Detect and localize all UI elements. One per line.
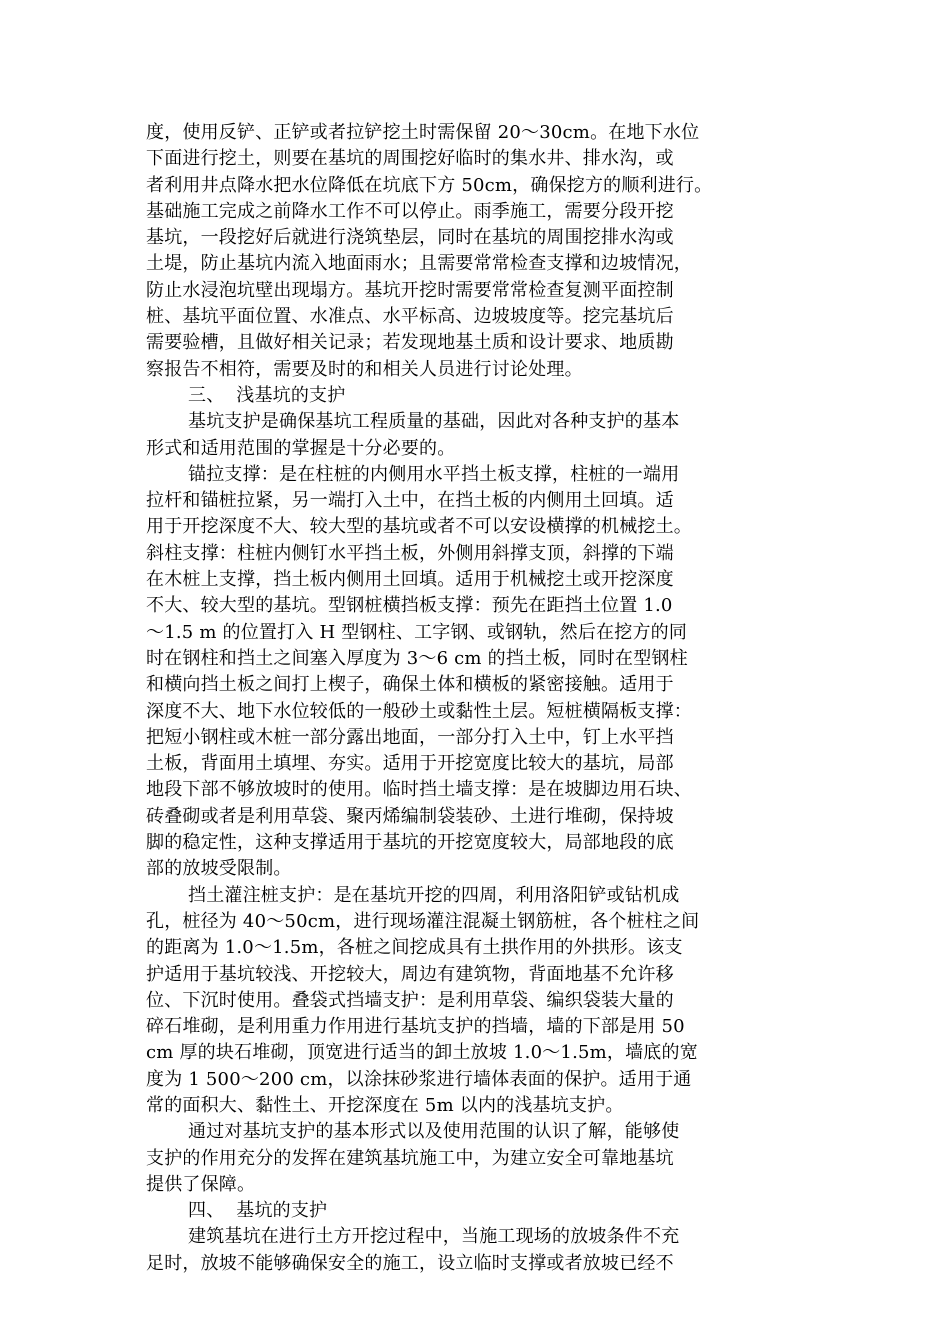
text-line: 时在钢柱和挡土之间塞入厚度为 3～6 cm 的挡土板，同时在型钢柱 bbox=[146, 647, 688, 669]
text-line: 用于开挖深度不大、较大型的基坑或者不可以安设横撑的机械挖土。 bbox=[146, 516, 692, 538]
text-line: 四、 基坑的支护 bbox=[188, 1200, 328, 1222]
text-line: 通过对基坑支护的基本形式以及使用范围的认识了解，能够使 bbox=[188, 1121, 680, 1143]
text-line: 基坑支护是确保基坑工程质量的基础，因此对各种支护的基本 bbox=[188, 411, 680, 433]
text-line: 把短小钢柱或木桩一部分露出地面，一部分打入土中，钉上水平挡 bbox=[146, 726, 674, 748]
text-line: 和横向挡土板之间打上楔子，确保土体和横板的紧密接触。适用于 bbox=[146, 674, 674, 696]
text-line: 基础施工完成之前降水工作不可以停止。雨季施工，需要分段开挖 bbox=[146, 200, 674, 222]
text-line: 建筑基坑在进行土方开挖过程中，当施工现场的放坡条件不充 bbox=[188, 1226, 680, 1248]
text-line: ～1.5 m 的位置打入 H 型钢柱、工字钢、或钢轨，然后在挖方的同 bbox=[146, 621, 688, 643]
text-line: 度，使用反铲、正铲或者拉铲挖土时需保留 20～30cm。在地下水位 bbox=[146, 122, 700, 143]
text-line: 孔，桩径为 40～50cm，进行现场灌注混凝土钢筋桩，各个桩柱之间 bbox=[146, 910, 700, 932]
text-line: 土堤，防止基坑内流入地面雨水；且需要常常检查支撑和边坡情况， bbox=[146, 253, 692, 275]
text-line: 提供了保障。 bbox=[146, 1173, 256, 1195]
text-line: 常的面积大、黏性土、开挖深度在 5m 以内的浅基坑支护。 bbox=[146, 1094, 624, 1116]
text-line: 下面进行挖土，则要在基坑的周围挖好临时的集水井、排水沟，或 bbox=[146, 148, 674, 170]
text-line: 地段下部不够放坡时的使用。临时挡土墙支撑：是在坡脚边用石块、 bbox=[146, 779, 692, 801]
text-line: 形式和适用范围的掌握是十分必要的。 bbox=[146, 437, 456, 459]
text-line: 碎石堆砌，是利用重力作用进行基坑支护的挡墙，墙的下部是用 50 bbox=[146, 1016, 685, 1038]
text-line: 察报告不相符，需要及时的和相关人员进行讨论处理。 bbox=[146, 358, 583, 380]
text-line: 足时，放坡不能够确保安全的施工，设立临时支撑或者放坡已经不 bbox=[146, 1252, 674, 1274]
text-line: 斜柱支撑：柱桩内侧钉水平挡土板，外侧用斜撑支顶，斜撑的下端 bbox=[146, 542, 674, 564]
text-line: 挡土灌注桩支护：是在基坑开挖的四周，利用洛阳铲或钻机成 bbox=[188, 884, 680, 906]
text-line: 需要验槽，且做好相关记录；若发现地基土质和设计要求、地质勘 bbox=[146, 332, 674, 354]
text-line: 砖叠砌或者是利用草袋、聚丙烯编制袋装砂、土进行堆砌，保持坡 bbox=[146, 805, 674, 827]
text-line: 度为 1 500～200 cm，以涂抹砂浆进行墙体表面的保护。适用于通 bbox=[146, 1068, 692, 1090]
text-line: 拉杆和锚桩拉紧，另一端打入土中，在挡土板的内侧用土回填。适 bbox=[146, 490, 674, 512]
text-line: 三、 浅基坑的支护 bbox=[188, 384, 346, 406]
text-line: 桩、基坑平面位置、水准点、水平标高、边坡坡度等。挖完基坑后 bbox=[146, 306, 674, 328]
text-line: 位、下沉时使用。叠袋式挡墙支护：是利用草袋、编织袋装大量的 bbox=[146, 989, 674, 1011]
text-line: cm 厚的块石堆砌，顶宽进行适当的卸土放坡 1.0～1.5m，墙底的宽 bbox=[146, 1042, 698, 1064]
text-line: 者利用井点降水把水位降低在坑底下方 50cm，确保挖方的顺利进行。 bbox=[146, 174, 713, 196]
text-line: 深度不大、地下水位较低的一般砂土或黏性土层。短桩横隔板支撑： bbox=[146, 700, 692, 722]
text-line: 土板，背面用土填埋、夯实。适用于开挖宽度比较大的基坑，局部 bbox=[146, 753, 674, 775]
text-line: 不大、较大型的基坑。型钢桩横挡板支撑：预先在距挡土位置 1.0 bbox=[146, 595, 673, 617]
document-body bbox=[146, 120, 806, 1277]
text-line: 基坑，一段挖好后就进行浇筑垫层，同时在基坑的周围挖排水沟或 bbox=[146, 227, 674, 249]
text-line: 护适用于基坑较浅、开挖较大，周边有建筑物，背面地基不允许移 bbox=[146, 963, 674, 985]
text-line: 部的放坡受限制。 bbox=[146, 858, 292, 880]
text-line: 的距离为 1.0～1.5m，各桩之间挖成具有土拱作用的外拱形。该支 bbox=[146, 937, 683, 959]
text-line: 防止水浸泡坑壁出现塌方。基坑开挖时需要常常检查复测平面控制 bbox=[146, 279, 674, 301]
text-line: 支护的作用充分的发挥在建筑基坑施工中，为建立安全可靠地基坑 bbox=[146, 1147, 674, 1169]
text-line: 锚拉支撑：是在柱桩的内侧用水平挡土板支撑，柱桩的一端用 bbox=[188, 463, 680, 485]
text-line: 脚的稳定性，这种支撑适用于基坑的开挖宽度较大，局部地段的底 bbox=[146, 832, 674, 854]
text-line: 在木桩上支撑，挡土板内侧用土回填。适用于机械挖土或开挖深度 bbox=[146, 569, 674, 591]
